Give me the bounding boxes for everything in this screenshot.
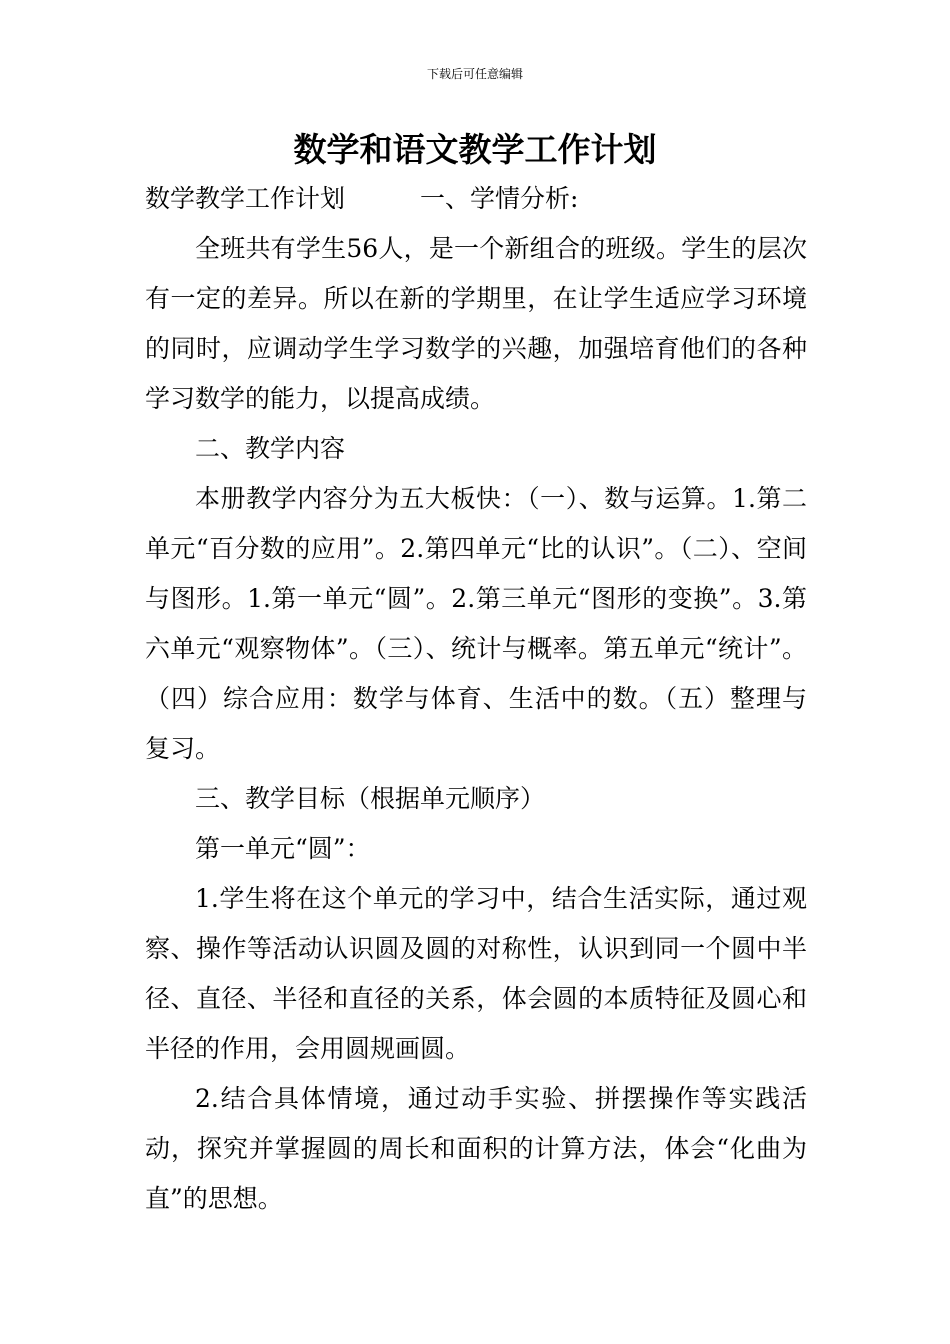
paragraph-student-analysis: 全班共有学生56人，是一个新组合的班级。学生的层次有一定的差异。所以在新的学期里，在让学生适应学习环境的同时，应调动学生学习数学的兴趣，加强培育他们的各种学习数学的能力，以提高成绩。: [145, 234, 807, 413]
document-body: [145, 174, 807, 1224]
paragraph-goal-one: 1.学生将在这个单元的学习中，结合生活实际，通过观察、操作等活动认识圆及圆的对称性，认识到同一个圆中半径、直径、半径和直径的关系，体会圆的本质特征及圆心和半径的作用，会用圆规画圆。: [145, 884, 807, 1063]
paragraph-goal-two: 2.结合具体情境，通过动手实验、拼摆操作等实践活动，探究并掌握圆的周长和面积的计算方法，体会“化曲为直”的思想。: [145, 1084, 807, 1213]
document-title: 数学和语文教学工作计划: [293, 130, 657, 169]
section-heading-math-plan: 数学教学工作计划 一、学情分析:: [145, 184, 579, 213]
page-header-note: 下载后可任意编辑: [426, 67, 523, 81]
paragraph-teaching-content: 本册教学内容分为五大板快：（一）、数与运算。1.第二单元“百分数的应用”。2.第四单元“比的认识”。（二）、空间与图形。1.第一单元“圆”。2.第三单元“图形的变换”。3.第六单元“观察物体”。（三）、统计与概率。第五单元“统计”。（四）综合应用：数学与体育、生活中的数。（五）整理与复习。: [145, 484, 807, 763]
subheading-unit-one: 第一单元“圆”：: [195, 834, 371, 863]
section-heading-teaching-content: 二、教学内容: [195, 434, 346, 463]
section-heading-teaching-goals: 三、教学目标（根据单元顺序）: [195, 784, 546, 813]
